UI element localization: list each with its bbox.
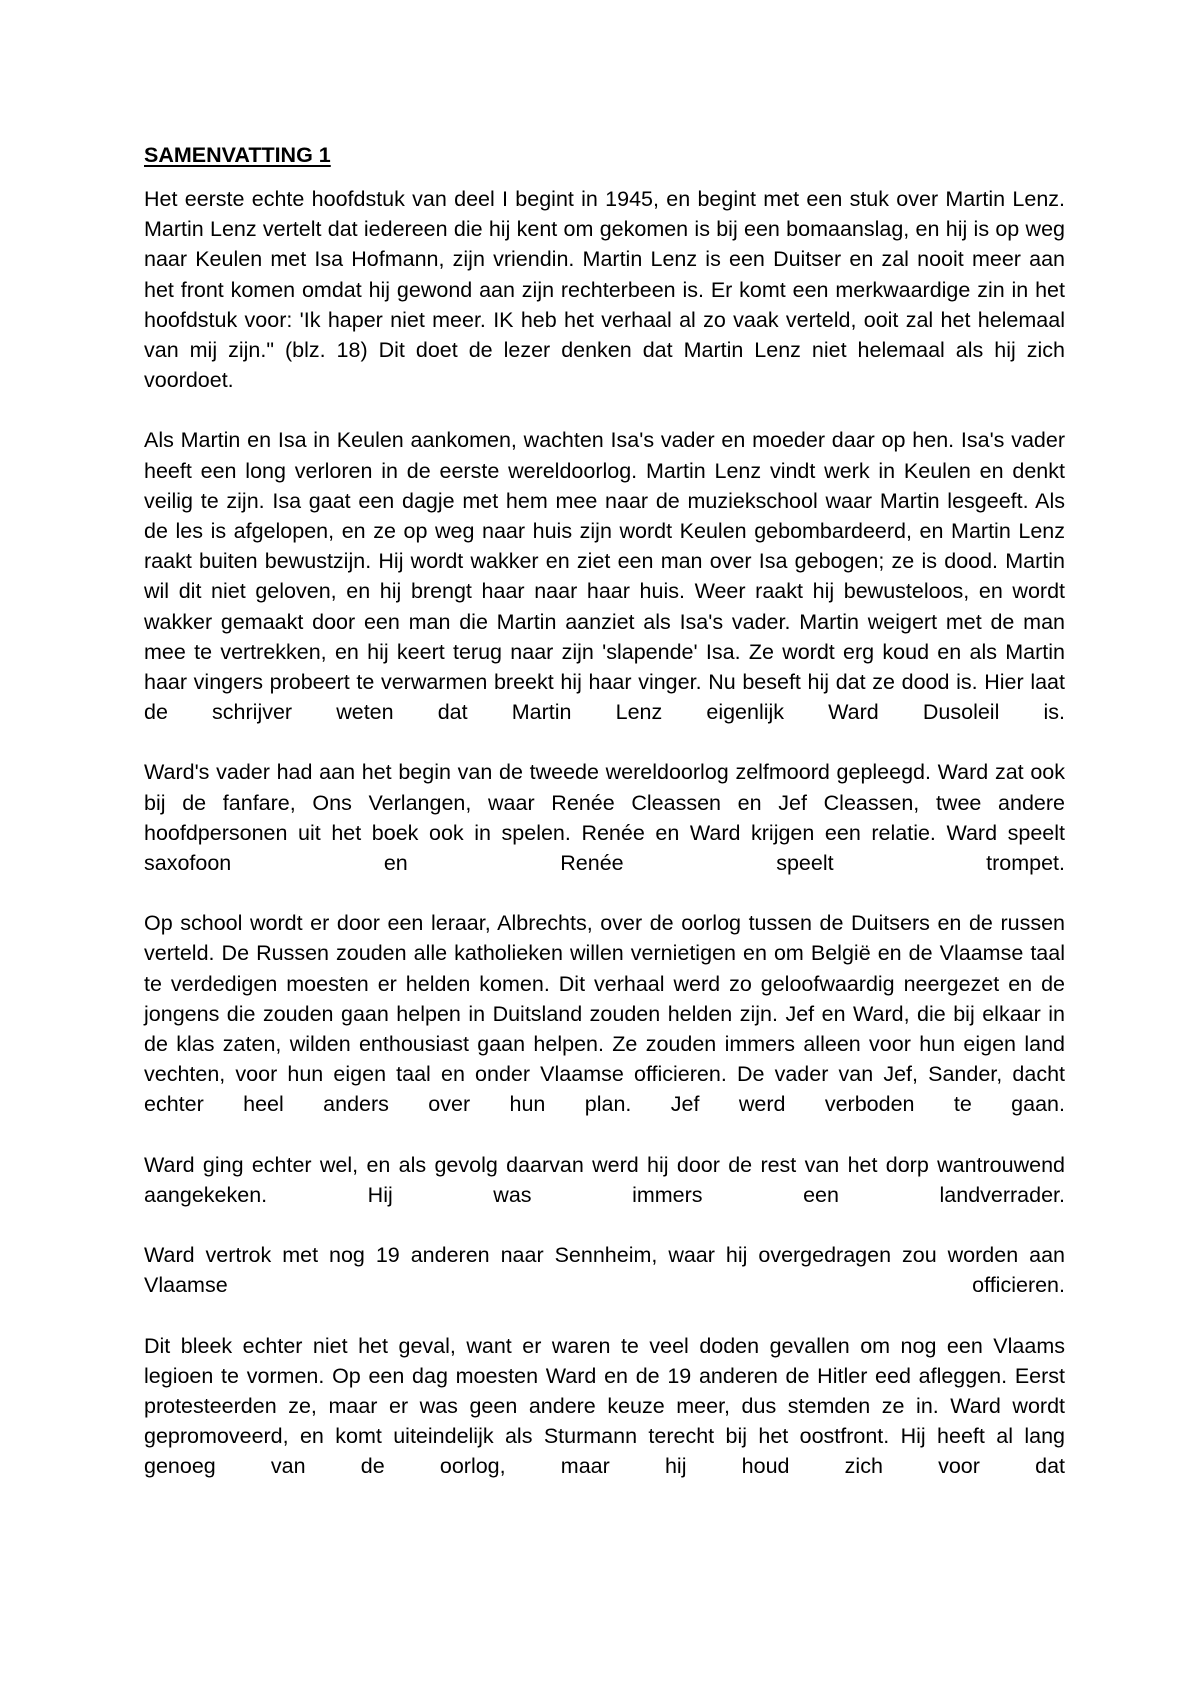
document-title: SAMENVATTING 1 — [144, 143, 331, 167]
paragraph-1: Het eerste echte hoofdstuk van deel I begint in 1945, en begint met een stuk over Martin Lenz. Martin Lenz vertelt dat iedereen die hij kent om gekomen is bij een bomaanslag, en hij is op weg naar Keulen met Isa Hofmann, zijn vriendin. Martin Lenz is een Duitser en zal nooit meer aan het front komen omdat hij gewond aan zijn rechterbeen is. Er komt een merkwaardige zin in het hoofdstuk voor: 'Ik haper niet meer. IK heb het verhaal al zo vaak verteld, ooit zal het helemaal van mij zijn." (blz. 18) Dit doet de lezer denken dat Martin Lenz niet helemaal als hij zich voordoet. — [144, 187, 1065, 393]
paragraph-5: Ward ging echter wel, en als gevolg daarvan werd hij door de rest van het dorp wantrouwend aangekeken. Hij was immers een landverrader. — [144, 1152, 1065, 1207]
document-page — [144, 140, 1065, 1482]
paragraph-3: Ward's vader had aan het begin van de tweede wereldoorlog zelfmoord gepleegd. Ward zat ook bij de fanfare, Ons Verlangen, waar Renée Cleassen en Jef Cleassen, twee andere hoofdpersonen uit het boek ook in spelen. Renée en Ward krijgen een relatie. Ward speelt saxofoon en Renée speelt trompet. — [144, 760, 1065, 876]
paragraph-2: Als Martin en Isa in Keulen aankomen, wachten Isa's vader en moeder daar op hen. Isa's vader heeft een long verloren in de eerste wereldoorlog. Martin Lenz vindt werk in Keulen en denkt veilig te zijn. Isa gaat een dagje met hem mee naar de muziekschool waar Martin lesgeeft. Als de les is afgelopen, en ze op weg naar huis zijn wordt Keulen gebombardeerd, en Martin Lenz raakt buiten bewustzijn. Hij wordt wakker en ziet een man over Isa gebogen; ze is dood. Martin wil dit niet geloven, en hij brengt haar naar haar huis. Weer raakt hij bewusteloos, en wordt wakker gemaakt door een man die Martin aanziet als Isa's vader. Martin weigert met de man mee te vertrekken, en hij keert terug naar zijn 'slapende' Isa. Ze wordt erg koud en als Martin haar vingers probeert te verwarmen breekt hij haar vinger. Nu beseft hij dat ze dood is. Hier laat de schrijver weten dat Martin Lenz eigenlijk Ward Dusoleil is. — [144, 428, 1065, 725]
paragraph-7: Dit bleek echter niet het geval, want er waren te veel doden gevallen om nog een Vlaams legioen te vormen. Op een dag moesten Ward en de 19 anderen de Hitler eed afleggen. Eerst protesteerden ze, maar er was geen andere keuze meer, dus stemden ze in. Ward wordt gepromoveerd, en komt uiteindelijk als Sturmann terecht bij het oostfront. Hij heeft al lang genoeg van de oorlog, maar hij houd zich voor dat — [144, 1333, 1065, 1479]
paragraph-4: Op school wordt er door een leraar, Albrechts, over de oorlog tussen de Duitsers en de russen verteld. De Russen zouden alle katholieken willen vernietigen en om België en de Vlaamse taal te verdedigen moesten er helden komen. Dit verhaal werd zo geloofwaardig neergezet en de jongens die zouden gaan helpen in Duitsland zouden helden zijn. Jef en Ward, die bij elkaar in de klas zaten, wilden enthousiast gaan helpen. Ze zouden immers alleen voor hun eigen land vechten, voor hun eigen taal en onder Vlaamse officieren. De vader van Jef, Sander, dacht echter heel anders over hun plan. Jef werd verboden te gaan. — [144, 911, 1065, 1117]
paragraph-6: Ward vertrok met nog 19 anderen naar Sennheim, waar hij overgedragen zou worden aan Vlaamse officieren. — [144, 1243, 1065, 1298]
